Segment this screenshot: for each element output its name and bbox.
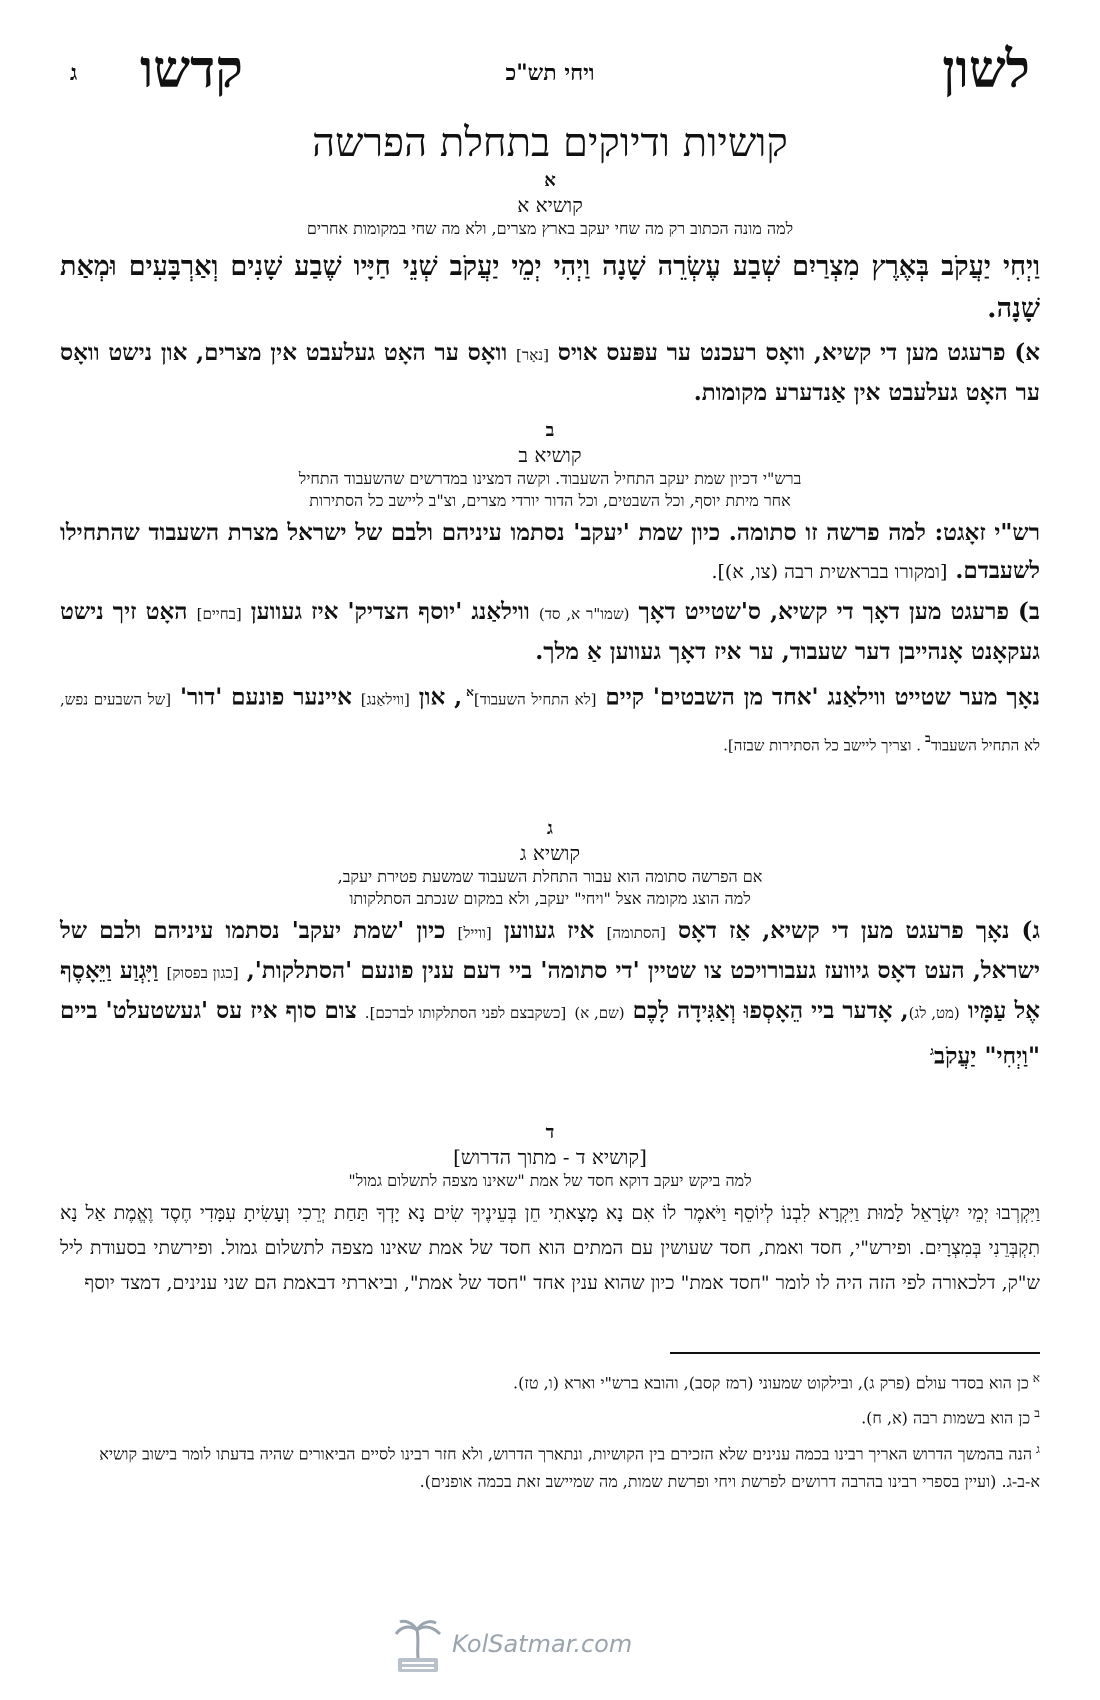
question-subtitle: ברש"י דכיון שמת יעקב התחיל השעבוד. וקשה דמצינו במדרשים שהשעבוד התחיל (298, 469, 802, 488)
section-letter: ב (545, 420, 555, 441)
section-b (60, 420, 1040, 766)
question-heading: קושיא ב (518, 443, 582, 467)
footnotes (60, 1362, 1040, 1498)
header-word-left: קדשו (140, 39, 243, 100)
palm-tree-logo-icon (390, 1618, 446, 1678)
footnote-ref[interactable]: ב (925, 730, 931, 745)
footnote-item: $^א$כן הוא בסדר עולם (פרק ג), ובילקוט שמעוני (רמז קסב), והובא ברש"י וארא (ו, טז). (513, 1371, 1040, 1393)
paragraph: ג) נאָך פרעגט מען די קשיא, אַז דאָס [הסתומה] איז געווען [ווייל] כיון 'שמת יעקב' נסתמו עיניהם ולבם של ישראל, העט דאָס גיוועז געבורויכט צו שטיין 'די סתומה' ביי דעם ענין פונעם 'הסתלקות', [כגון בפסוק] וַיִּגְוַע וַיֵּאָסֶף אֶל עַמָּיו (מט, לג), אָדער ביי הֵאָסְפוּ וְאַגִּידָה לָכֶם (שם, א) [כשקבצם לפני הסתלקותו לברכם]. צום סוף איז עס 'געשטעלט' ביים "וַיְחִי" יַעֲקֹב$^ג$ (60, 917, 1040, 1070)
document-page (60, 0, 1040, 1700)
footnote-ref[interactable]: א (466, 685, 474, 699)
section-letter: ד (545, 1122, 555, 1143)
footnote-divider (670, 1352, 1040, 1354)
section-letter: א (544, 170, 556, 191)
site-logo[interactable] (390, 1618, 690, 1678)
section-c (60, 818, 1040, 1078)
page-title: קושיות ודיוקים בתחלת הפרשה (312, 120, 788, 166)
paragraph: וַיִּקְרְבוּ יְמֵי יִשְׂרָאֵל לָמוּת וַיִּקְרָא לִבְנוֹ לְיוֹסֵף וַיֹּאמֶר לוֹ אִם נָא מָצָאתִי חֵן בְּעֵינֶיךָ שִׂים נָא יָדְךָ תַּחַת יְרֵכִי וְעָשִׂיתָ עִמָּדִי חֶסֶד וֶאֱמֶת אַל נָא תִקְבְּרֵנִי בְּמִצְרָיִם. ופירש"י, חסד ואמת, חסד שעושין עם המתים הוא חסד של אמת שאינו מצפה לתשלום גמול. ופירשתי בסעודת ליל ש"ק, דלכאורה לפי הזה היה לו לומר "חסד אמת" כיון שהוא ענין אחד "חסד של אמת", וביארתי דבאמת הם שני ענינים, דמצד יוסף (60, 1202, 1040, 1294)
paragraph: נאָך מער שטייט ווילאַנג 'אחד מן השבטים' קיים [לא התחיל השעבוד]$^א$, און [ווילאַנג] איינער פונעם 'דור' [של השבעים נפש, לא התחיל השעבוד$^ב$. וצריך ליישב כל הסתירות שבזה]. (60, 683, 1040, 755)
header-word-right: לשון (942, 39, 1030, 100)
section-d (60, 1122, 1040, 1305)
question-subtitle: אם הפרשה סתומה הוא עבור התחלת השעבוד שמשעת פטירת יעקב, (337, 867, 763, 886)
paragraph: ב) פרעגט מען דאָך די קשיא, ס'שטייט דאָך (שמו"ר א, סד) ווילאַנג 'יוסף הצדיק' איז געווען [בחיים] האָט זיך נישט געקאָנט אָנהייבן דער שעבוד, ער איז דאָך געווען אַ מלך. (60, 598, 1041, 665)
question-heading: קושיא א (517, 193, 583, 217)
footnote-item: $^ג$הנה בהמשך הדרוש האריך רבינו בכמה ענינים שלא הזכירם בין הקושיות, ונתארך הדרוש, ולא חזר רבינו לסיים הביאורים שהיה בדעתו לומר בישוב קושיא א-ב-ג. (ועיין בספרי רבינו בהרבה דרושים לפרשת ויחי ופרשת שמות, מה שמיישב זאת בכמה אופנים). (99, 1441, 1040, 1491)
header-page-letter: ג (70, 60, 78, 86)
question-heading: [קושיא ד - מתוך הדרוש] (453, 1145, 647, 1169)
question-subtitle: אחר מיתת יוסף, וכל השבטים, וכל הדור יורדי מצרים, וצ"ב ליישב כל הסתירות (309, 491, 791, 510)
logo-text: KolSatmar.com (452, 1630, 633, 1658)
page-header (60, 40, 1040, 110)
question-subtitle: למה מונה הכתוב רק מה שחי יעקב בארץ מצרים, ולא מה שחי במקומות אחרים (306, 219, 794, 238)
footnote-ref[interactable]: ג (930, 1044, 935, 1058)
rashi-paragraph: רש"י זאָגט: למה פרשה זו סתומה. כיון שמת 'יעקב' נסתמו עיניהם ולבם של ישראל מצרת השעבוד שהתחילו לשעבדם. [ומקורו בבראשית רבה (צו, א)]. (60, 519, 1040, 584)
question-heading: קושיא ג (519, 841, 581, 865)
footnote-item: $^ב$כן הוא בשמות רבה (א, ח). (861, 1406, 1040, 1428)
paragraph: א) פרעגט מען די קשיא, וואָס רעכנט ער עפּעס אויס [נאָר] וואָס ער האָט געלעבט אין מצרים, און נישט וואָס ער האָט געלעבט אין אַנדערע מקומות. (60, 339, 1040, 406)
question-subtitle: למה ביקש יעקב דוקא חסד של אמת "שאינו מצפה לתשלום גמול" (348, 1171, 752, 1190)
header-parsha: ויחי תש"כ (505, 60, 595, 86)
section-a (60, 170, 1040, 414)
question-subtitle: למה הוצג מקומה אצל "ויחי" יעקב, ולא במקום שנכתב הסתלקותו (349, 889, 751, 908)
section-letter: ג (547, 818, 553, 839)
verse-text: וַיְחִי יַעֲקֹב בְּאֶרֶץ מִצְרַיִם שְׁבַע עֶשְׂרֵה שָׁנָה וַיְהִי יְמֵי יַעֲקֹב שְׁנֵי חַיָּיו שֶׁבַע שָׁנִים וְאַרְבָּעִים וּמְאַת שָׁנָה. (60, 251, 1040, 324)
